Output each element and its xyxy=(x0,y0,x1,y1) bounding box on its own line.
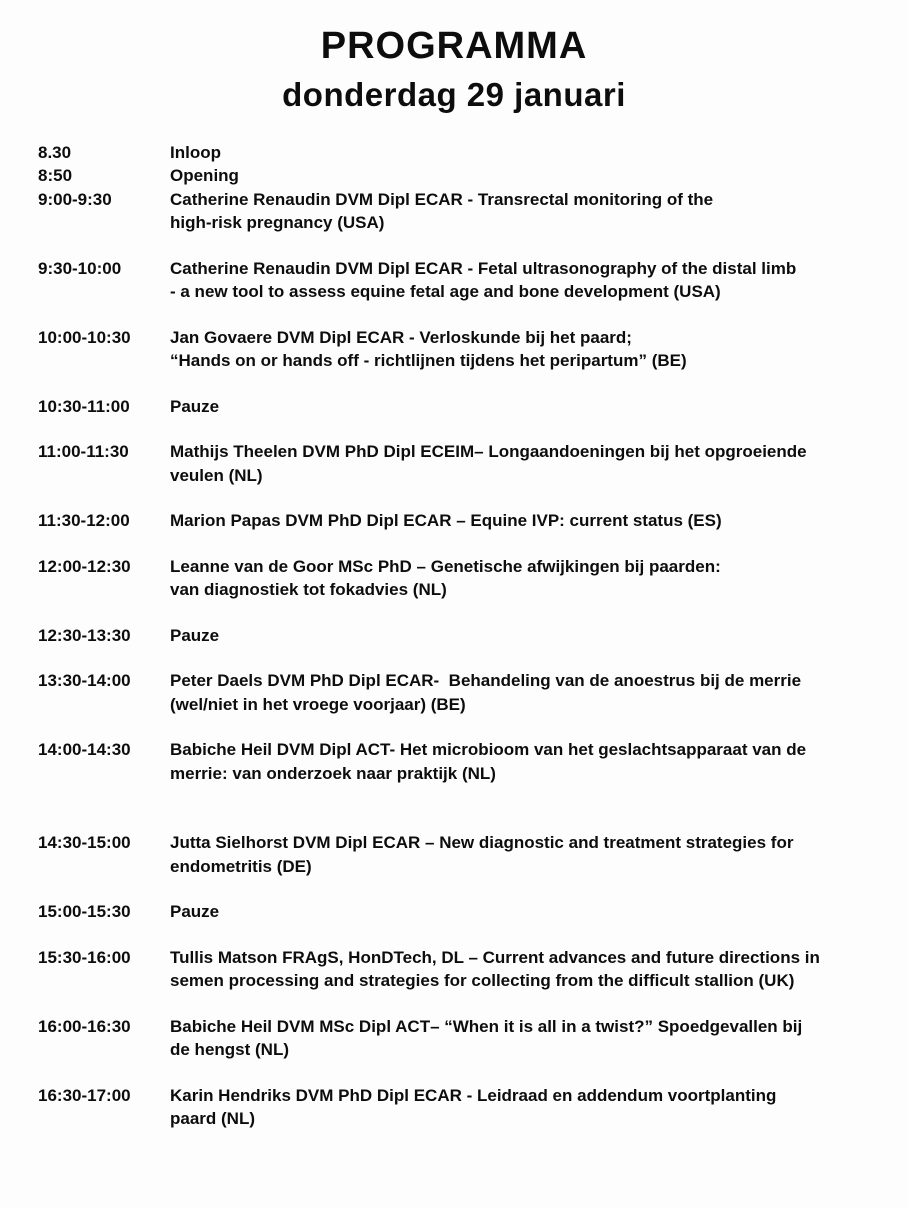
description-line: Opening xyxy=(170,166,239,186)
time-label: 8.30 xyxy=(38,142,72,162)
schedule-row xyxy=(38,624,888,648)
session-description xyxy=(170,440,888,487)
schedule-row xyxy=(38,946,888,993)
description-line: Mathijs Theelen DVM PhD Dipl ECEIM– Longaandoeningen bij het opgroeiende xyxy=(170,442,807,462)
session-description xyxy=(170,1015,888,1062)
session-description xyxy=(170,1084,888,1131)
schedule xyxy=(0,141,908,1131)
description-line: Inloop xyxy=(170,142,221,162)
description-line: Tullis Matson FRAgS, HonDTech, DL – Current advances and future directions in xyxy=(170,947,820,967)
description-line: Jan Govaere DVM Dipl ECAR - Verloskunde bij het paard; xyxy=(170,327,632,347)
description-line: semen processing and strategies for collecting from the difficult stallion (UK) xyxy=(170,971,795,991)
description-line: merrie: van onderzoek naar praktijk (NL) xyxy=(170,763,496,783)
session-description xyxy=(170,326,888,373)
description-line: endometritis (DE) xyxy=(170,856,312,876)
description-line: Pauze xyxy=(170,396,220,416)
description-line: (wel/niet in het vroege voorjaar) (BE) xyxy=(170,694,466,714)
description-line: veulen (NL) xyxy=(170,465,263,485)
schedule-row xyxy=(38,669,888,716)
session-description xyxy=(170,164,888,188)
description-line: Pauze xyxy=(170,625,220,645)
time-label: 15:00-15:30 xyxy=(38,902,131,922)
session-description xyxy=(170,738,888,785)
schedule-row xyxy=(38,440,888,487)
page-title: PROGRAMMA xyxy=(320,25,588,67)
description-line: Jutta Sielhorst DVM Dipl ECAR – New diagnostic and treatment strategies for xyxy=(170,833,794,853)
session-description xyxy=(170,141,888,165)
description-line: Peter Daels DVM PhD Dipl ECAR- Behandeling van de anoestrus bij de merrie xyxy=(170,671,802,691)
time-label: 16:30-17:00 xyxy=(38,1085,131,1105)
time-label: 15:30-16:00 xyxy=(38,947,131,967)
description-line: Catherine Renaudin DVM Dipl ECAR - Transrectal monitoring of the xyxy=(170,189,714,209)
schedule-row xyxy=(38,900,888,924)
description-line: - a new tool to assess equine fetal age and bone development (USA) xyxy=(170,282,721,302)
time-label: 10:30-11:00 xyxy=(38,396,130,416)
description-line: “Hands on or hands off - richtlijnen tijdens het peripartum” (BE) xyxy=(170,351,687,371)
schedule-row xyxy=(38,1015,888,1062)
session-description xyxy=(170,669,888,716)
description-line: Karin Hendriks DVM PhD Dipl ECAR - Leidraad en addendum voortplanting xyxy=(170,1085,777,1105)
session-description xyxy=(170,946,888,993)
description-line: Pauze xyxy=(170,902,220,922)
description-line: Babiche Heil DVM MSc Dipl ACT– “When it is all in a twist?” Spoedgevallen bij xyxy=(170,1016,803,1036)
time-label: 12:00-12:30 xyxy=(38,556,131,576)
time-label: 8:50 xyxy=(38,166,73,186)
time-label: 9:30-10:00 xyxy=(38,258,122,278)
schedule-row xyxy=(38,326,888,373)
schedule-row xyxy=(38,555,888,602)
session-description xyxy=(170,188,888,235)
time-label: 11:30-12:00 xyxy=(38,511,130,531)
time-label: 13:30-14:00 xyxy=(38,671,131,691)
schedule-row xyxy=(38,164,888,188)
schedule-row xyxy=(38,738,888,785)
time-label: 11:00-11:30 xyxy=(38,442,129,462)
description-line: Marion Papas DVM PhD Dipl ECAR – Equine IVP: current status (ES) xyxy=(170,511,722,531)
schedule-row xyxy=(38,257,888,304)
schedule-row xyxy=(38,509,888,533)
description-line: Leanne van de Goor MSc PhD – Genetische afwijkingen bij paarden: xyxy=(170,556,721,576)
description-line: Catherine Renaudin DVM Dipl ECAR - Fetal ultrasonography of the distal limb xyxy=(170,258,797,278)
schedule-row xyxy=(38,395,888,419)
schedule-row xyxy=(38,141,888,165)
description-line: Babiche Heil DVM Dipl ACT- Het microbioom van het geslachtsapparaat van de xyxy=(170,740,807,760)
session-description xyxy=(170,624,888,648)
session-description xyxy=(170,509,888,533)
time-label: 12:30-13:30 xyxy=(38,625,131,645)
time-label: 10:00-10:30 xyxy=(38,327,131,347)
description-line: high-risk pregnancy (USA) xyxy=(170,213,385,233)
schedule-row xyxy=(38,1084,888,1131)
description-line: de hengst (NL) xyxy=(170,1040,289,1060)
page-subtitle: donderdag 29 januari xyxy=(282,75,626,113)
time-label: 16:00-16:30 xyxy=(38,1016,131,1036)
description-line: van diagnostiek tot fokadvies (NL) xyxy=(170,580,447,600)
session-description xyxy=(170,831,888,878)
session-description xyxy=(170,395,888,419)
time-label: 14:30-15:00 xyxy=(38,833,131,853)
schedule-row xyxy=(38,188,888,235)
schedule-row xyxy=(38,831,888,878)
time-label: 14:00-14:30 xyxy=(38,740,131,760)
description-line: paard (NL) xyxy=(170,1109,255,1129)
session-description xyxy=(170,900,888,924)
session-description xyxy=(170,555,888,602)
session-description xyxy=(170,257,888,304)
time-label: 9:00-9:30 xyxy=(38,189,112,209)
